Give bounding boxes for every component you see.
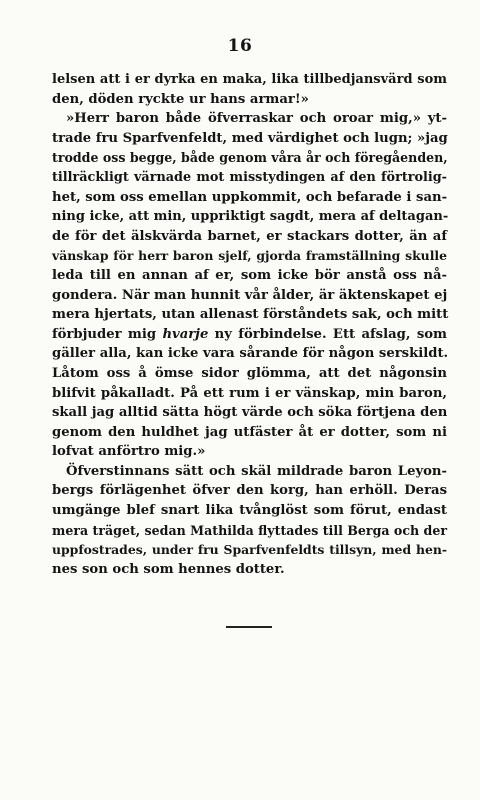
- text-line: [52, 325, 447, 345]
- body-text: [52, 70, 447, 579]
- text-line: uppfostrades, under fru Sparfvenfeldts tillsyn, med hen-: [52, 542, 447, 558]
- section-rule: [226, 626, 272, 628]
- text-line: skall jag alltid sätta högt värde och söka förtjena den: [52, 405, 448, 421]
- text-line: umgänge blef snart lika tvånglöst som förut, endast: [52, 503, 447, 519]
- text-line: het, som oss emellan uppkommit, och befarade i san-: [52, 189, 448, 205]
- text-line: de för det älskvärda barnet, er stackars dotter, än af: [52, 228, 447, 244]
- text-line: ning icke, att min, uppriktigt sagdt, mera af deltagan-: [52, 209, 449, 225]
- text-line: Låtom oss å ömse sidor glömma, att det någonsin: [52, 365, 447, 381]
- text-line: tillräckligt värnade mot misstydingen af den förtrolig-: [52, 169, 447, 185]
- text-line: trade fru Sparfvenfeldt, med värdighet och lugn; »jag: [52, 130, 448, 146]
- text-line: bergs förlägenhet öfver den korg, han erhöll. Deras: [52, 483, 447, 499]
- page-number: 16: [227, 36, 253, 56]
- text-line: gäller alla, kan icke vara sårande för någon serskildt.: [52, 346, 449, 362]
- text-line: genom den huldhet jag utfäster åt er dotter, som ni: [52, 424, 447, 440]
- text-line: vänskap för herr baron sjelf, gjorda framställning skulle: [52, 248, 447, 264]
- text-line: lofvat anförtro mig.»: [52, 444, 206, 460]
- text-line: nes son och som hennes dotter.: [52, 561, 285, 577]
- text-line: »Herr baron både öfverraskar och oroar mig,» yt-: [66, 111, 447, 127]
- text-segment: ny förbindelse. Ett afslag, som: [208, 326, 447, 342]
- text-line: den, döden ryckte ur hans armar!»: [52, 91, 309, 107]
- text-segment: förbjuder mig: [52, 326, 163, 342]
- text-line: lelsen att i er dyrka en maka, lika tillbedjansvärd som: [52, 72, 447, 87]
- text-line: gondera. När man hunnit vår ålder, är äktenskapet ej: [52, 287, 448, 303]
- text-line: mera träget, sedan Mathilda flyttades till Berga och der: [52, 522, 447, 538]
- text-line: mera hjertats, utan allenast förståndets sak, och mitt: [52, 307, 449, 323]
- emphasized-word: hvarje: [162, 326, 209, 342]
- text-line: leda till en annan af er, som icke bör anstå oss nå-: [52, 267, 447, 283]
- text-line: trodde oss begge, både genom våra år och föregåenden,: [52, 150, 448, 166]
- text-line: Öfverstinnans sätt och skäl mildrade baron Leyon-: [66, 463, 447, 479]
- text-line: blifvit påkalladt. På ett rum i er vänskap, min baron,: [52, 385, 447, 401]
